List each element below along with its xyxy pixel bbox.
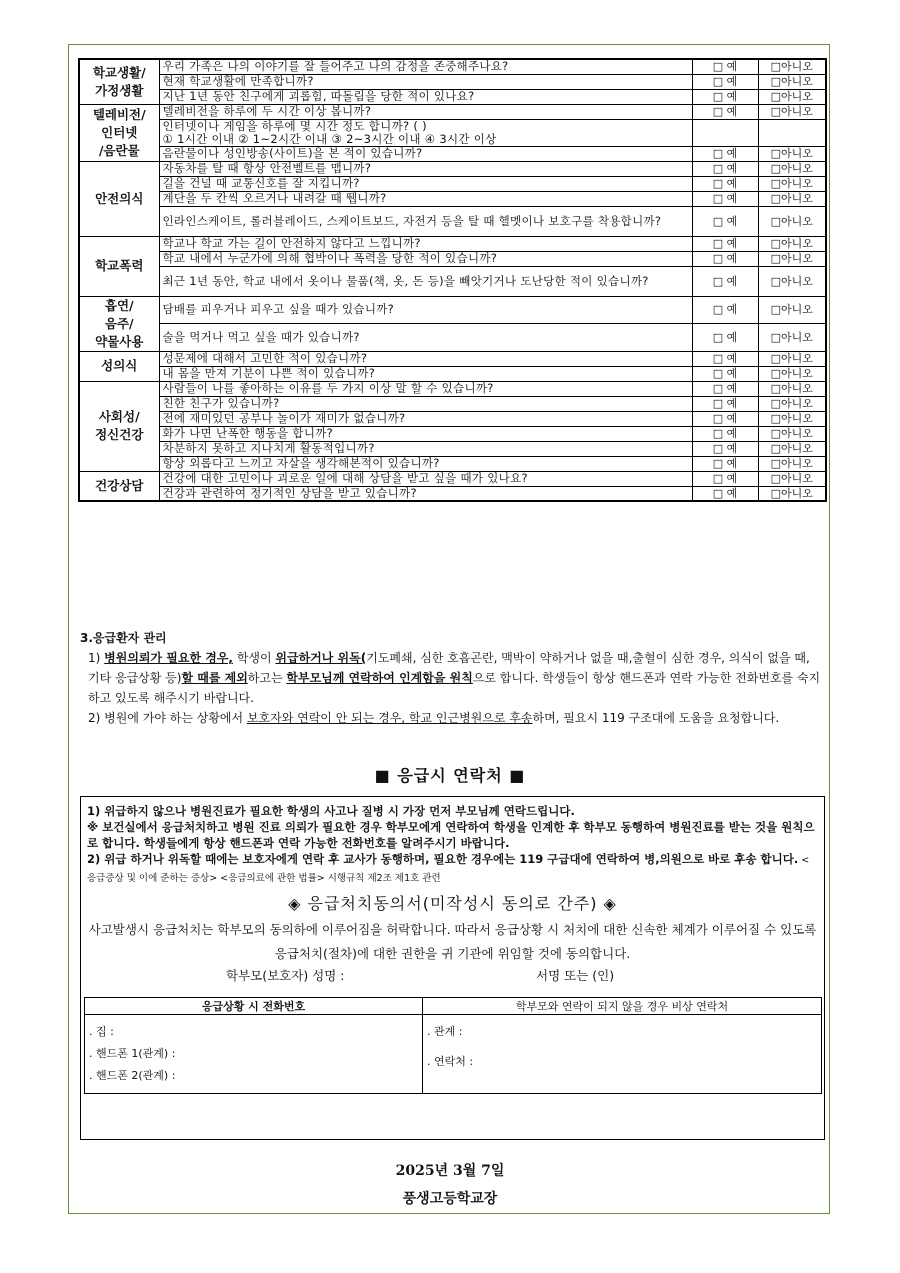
text: 하고는 <box>247 671 287 685</box>
document-date: 2025년 3월 7일 <box>395 1163 505 1179</box>
mobile-phone-1-field[interactable]: . 핸드폰 1(관계) : <box>89 1047 176 1060</box>
contact-line-3 <box>87 851 818 887</box>
mobile-phone-2-field[interactable]: . 핸드폰 2(관계) : <box>89 1069 176 1082</box>
no-checkbox[interactable]: □아니오 <box>758 59 826 74</box>
parent-name-label: 학부모(보호자) 성명 : <box>226 968 345 983</box>
yes-checkbox[interactable]: □ 예 <box>692 251 758 266</box>
survey-question: 지난 1년 동안 친구에게 괴롭힘, 따돌림을 당한 적이 있나요? <box>159 89 692 104</box>
signature-label: 서명 또는 (인) <box>536 968 615 983</box>
survey-question: 텔레비전을 하루에 두 시간 이상 봅니까? <box>159 104 692 119</box>
emergency-item-2 <box>80 708 825 728</box>
phones-header-left: 응급상황 시 전화번호 <box>85 998 423 1015</box>
text-bold: 할 때를 제외 <box>181 671 248 685</box>
section-title: 3.응급환자 관리 <box>80 631 167 645</box>
yes-checkbox[interactable]: □ 예 <box>692 324 758 352</box>
survey-row <box>79 104 826 119</box>
emergency-item-1 <box>80 648 825 708</box>
emergency-contact-title: ■ 응급시 연락처 ■ <box>374 766 526 785</box>
yes-checkbox[interactable]: □ 예 <box>692 426 758 441</box>
text-bold: 위급하거나 위독( <box>275 651 367 665</box>
text: 으로 합니다. 학생들이 항상 핸드폰과 연락 가능한 전화번호를 숙지하고 있도록 해주시기 바랍니다. <box>88 671 821 705</box>
contact-line-2: ※ 보건실에서 응급처치하고 병원 진료 의뢰가 필요한 경우 학부모에게 연락하여 학생을 인계한 후 학부모 동행하여 병원진료를 받는 것을 원칙으로 합니다. 학생들에게 항상 핸드폰과 연락 가능한 전화번호를 알려주시기 바랍니다. <box>87 820 815 850</box>
survey-category: 흡연/ 음주/ 약물사용 <box>79 296 159 351</box>
survey-row <box>79 74 826 89</box>
survey-category: 건강상담 <box>79 471 159 501</box>
survey-question: 현재 학교생활에 만족합니까? <box>159 74 692 89</box>
survey-row <box>79 146 826 161</box>
no-checkbox[interactable]: □아니오 <box>758 351 826 366</box>
consent-body: 사고발생시 응급처치는 학부모의 동의하에 이루어짐을 허락합니다. 따라서 응급상황 시 처치에 대한 신속한 체계가 이루어질 수 있도록 응급처치(절차)에 대한 권한을 귀 기관에 위임할 것에 동의합니다. <box>88 922 817 961</box>
contact-line-3-note: <응급증상 및 이에 준하는 증상> <응급의료에 관한 법률> 시행규칙 제2조 제1호 관련 <box>87 855 810 884</box>
survey-question: 술을 먹거나 먹고 싶을 때가 있습니까? <box>159 324 692 352</box>
survey-question: 항상 외롭다고 느끼고 자살을 생각해본적이 있습니까? <box>159 456 692 471</box>
no-checkbox[interactable]: □아니오 <box>758 251 826 266</box>
home-phone-field[interactable]: . 집 : <box>89 1025 114 1038</box>
survey-row <box>79 396 826 411</box>
no-checkbox[interactable]: □아니오 <box>758 486 826 501</box>
survey-question: 건강과 관련하여 정기적인 상담을 받고 있습니까? <box>159 486 692 501</box>
yes-checkbox[interactable]: □ 예 <box>692 471 758 486</box>
phones-header-right: 학부모와 연락이 되지 않을 경우 비상 연락처 <box>423 998 822 1015</box>
yes-checkbox[interactable]: □ 예 <box>692 296 758 324</box>
survey-row <box>79 441 826 456</box>
survey-row <box>79 381 826 396</box>
no-checkbox[interactable]: □아니오 <box>758 161 826 176</box>
yes-checkbox[interactable]: □ 예 <box>692 486 758 501</box>
no-checkbox[interactable]: □아니오 <box>758 411 826 426</box>
survey-category: 안전의식 <box>79 161 159 236</box>
text: 학생이 <box>233 651 276 665</box>
survey-category: 학교생활/ 가정생활 <box>79 59 159 104</box>
yes-checkbox[interactable]: □ 예 <box>692 89 758 104</box>
emergency-phone-cell[interactable] <box>85 1015 423 1094</box>
survey-category: 사회성/ 정신건강 <box>79 381 159 471</box>
yes-checkbox[interactable]: □ 예 <box>692 381 758 396</box>
emergency-contact-box <box>80 796 825 1140</box>
survey-row <box>79 89 826 104</box>
survey-question: 화가 나면 난폭한 행동을 합니까? <box>159 426 692 441</box>
survey-question: 건강에 대한 고민이나 괴로운 일에 대해 상담을 받고 싶을 때가 있나요? <box>159 471 692 486</box>
relation-field[interactable]: . 관계 : <box>427 1025 463 1038</box>
survey-row <box>79 191 826 206</box>
school-principal: 풍생고등학교장 <box>402 1191 498 1207</box>
yes-checkbox[interactable]: □ 예 <box>692 161 758 176</box>
no-checkbox[interactable]: □아니오 <box>758 191 826 206</box>
no-checkbox[interactable]: □아니오 <box>758 396 826 411</box>
no-checkbox[interactable]: □아니오 <box>758 426 826 441</box>
no-checkbox[interactable]: □아니오 <box>758 296 826 324</box>
survey-row <box>79 486 826 501</box>
yes-checkbox[interactable]: □ 예 <box>692 411 758 426</box>
yes-checkbox[interactable]: □ 예 <box>692 396 758 411</box>
signature-line <box>81 966 824 988</box>
no-checkbox[interactable]: □아니오 <box>758 441 826 456</box>
survey-row <box>79 59 826 74</box>
no-checkbox[interactable]: □아니오 <box>758 236 826 251</box>
survey-row <box>79 176 826 191</box>
yes-checkbox[interactable]: □ 예 <box>692 366 758 381</box>
survey-row <box>79 351 826 366</box>
item-number: 2) <box>88 711 101 725</box>
text-bold: 학부모님께 연락하여 인계함을 원칙 <box>286 671 473 685</box>
no-checkbox[interactable]: □아니오 <box>758 366 826 381</box>
yes-checkbox[interactable] <box>692 119 758 146</box>
survey-question: 음란물이나 성인방송(사이트)을 본 적이 있습니까? <box>159 146 692 161</box>
survey-question: 친한 친구가 있습니까? <box>159 396 692 411</box>
survey-question: 전에 재미있던 공부나 놀이가 재미가 없습니까? <box>159 411 692 426</box>
yes-checkbox[interactable]: □ 예 <box>692 351 758 366</box>
no-checkbox[interactable]: □아니오 <box>758 456 826 471</box>
text: 기도폐쇄, 심한 호흡곤란, 맥박이 약하거나 없을 때,출혈이 심한 경우, 의식이 없을 때, 기타 응급상황 등) <box>88 651 810 685</box>
survey-row <box>79 411 826 426</box>
survey-question: 최근 1년 동안, 학교 내에서 옷이나 물품(책, 옷, 돈 등)을 빼앗기거나 도난당한 적이 있습니까? <box>159 266 692 296</box>
no-checkbox[interactable]: □아니오 <box>758 89 826 104</box>
survey-question: 계단을 두 칸씩 오르거나 내려갈 때 뛥니까? <box>159 191 692 206</box>
survey-category: 텔레비전/ 인터넷 /음란물 <box>79 104 159 161</box>
no-checkbox[interactable]: □아니오 <box>758 74 826 89</box>
no-checkbox[interactable]: □아니오 <box>758 381 826 396</box>
survey-question: 인터넷이나 게임을 하루에 몇 시간 정도 합니까? ( ) ① 1시간 이내 ② 1~2시간 이내 ③ 2~3시간 이내 ④ 3시간 이상 <box>159 119 692 146</box>
survey-row <box>79 119 826 146</box>
survey-row <box>79 324 826 352</box>
no-checkbox[interactable]: □아니오 <box>758 206 826 236</box>
survey-question: 차분하지 못하고 지나치게 활동적입니까? <box>159 441 692 456</box>
consent-title: ◈ 응급처치동의서(미작성시 동의로 간주) ◈ <box>288 894 617 913</box>
no-checkbox[interactable]: □아니오 <box>758 104 826 119</box>
yes-checkbox[interactable]: □ 예 <box>692 441 758 456</box>
health-survey-table <box>78 58 827 502</box>
yes-checkbox[interactable]: □ 예 <box>692 456 758 471</box>
survey-question: 학교 내에서 누군가에 의해 협박이나 폭력을 당한 적이 있습니까? <box>159 251 692 266</box>
yes-checkbox[interactable]: □ 예 <box>692 236 758 251</box>
survey-question: 학교나 학교 가는 길이 안전하지 않다고 느낍니까? <box>159 236 692 251</box>
no-checkbox[interactable]: □아니오 <box>758 146 826 161</box>
no-checkbox[interactable]: □아니오 <box>758 266 826 296</box>
survey-row <box>79 471 826 486</box>
survey-row <box>79 206 826 236</box>
survey-row <box>79 296 826 324</box>
contact-number-field[interactable]: . 연락처 : <box>427 1055 474 1068</box>
contact-line-1: 1) 위급하지 않으나 병원진료가 필요한 학생의 사고나 질병 시 가장 먼저 부모님께 연락드립니다. <box>87 804 575 818</box>
survey-question: 우리 가족은 나의 이야기를 잘 들어주고 나의 감정을 존중해주나요? <box>159 59 692 74</box>
no-checkbox[interactable] <box>758 119 826 146</box>
yes-checkbox[interactable]: □ 예 <box>692 146 758 161</box>
survey-category: 성의식 <box>79 351 159 381</box>
survey-row <box>79 236 826 251</box>
survey-question: 인라인스케이트, 롤러블레이드, 스케이트보드, 자전거 등을 탈 때 헬멧이나 보호구를 착용합니까? <box>159 206 692 236</box>
backup-contact-cell[interactable] <box>423 1015 822 1094</box>
contact-line-3-text: 2) 위급 하거나 위독할 때에는 보호자에게 연락 후 교사가 동행하며, 필요한 경우에는 119 구급대에 연락하여 병,의원으로 바로 후송 합니다. <box>87 852 799 866</box>
survey-category: 학교폭력 <box>79 236 159 296</box>
item-number: 1) <box>88 651 101 665</box>
yes-checkbox[interactable]: □ 예 <box>692 59 758 74</box>
yes-checkbox[interactable]: □ 예 <box>692 74 758 89</box>
no-checkbox[interactable]: □아니오 <box>758 176 826 191</box>
yes-checkbox[interactable]: □ 예 <box>692 104 758 119</box>
survey-row <box>79 366 826 381</box>
survey-question: 자동차를 탈 때 항상 안전벨트를 맵니까? <box>159 161 692 176</box>
survey-question: 길을 건널 때 교통신호를 잘 지킵니까? <box>159 176 692 191</box>
yes-checkbox[interactable]: □ 예 <box>692 266 758 296</box>
no-checkbox[interactable]: □아니오 <box>758 471 826 486</box>
survey-row <box>79 266 826 296</box>
text-underlined: 보호자와 연락이 안 되는 경우, 학교 인근병원으로 후송 <box>246 711 533 725</box>
yes-checkbox[interactable]: □ 예 <box>692 206 758 236</box>
text: 병원에 가야 하는 상황에서 <box>104 711 247 725</box>
yes-checkbox[interactable]: □ 예 <box>692 191 758 206</box>
text-bold: 병원의뢰가 필요한 경우, <box>104 651 233 665</box>
survey-question: 내 몸을 만져 기분이 나쁜 적이 있습니까? <box>159 366 692 381</box>
survey-question: 담배를 피우거나 피우고 싶을 때가 있습니까? <box>159 296 692 324</box>
survey-question: 성문제에 대해서 고민한 적이 있습니까? <box>159 351 692 366</box>
yes-checkbox[interactable]: □ 예 <box>692 176 758 191</box>
survey-row <box>79 161 826 176</box>
no-checkbox[interactable]: □아니오 <box>758 324 826 352</box>
emergency-management-section <box>80 628 825 728</box>
survey-row <box>79 251 826 266</box>
survey-row <box>79 456 826 471</box>
phone-table <box>84 997 822 1094</box>
survey-question: 사람들이 나를 좋아하는 이유를 두 가지 이상 말 할 수 있습니까? <box>159 381 692 396</box>
text: 하며, 필요시 119 구조대에 도움을 요청합니다. <box>532 711 780 725</box>
survey-row <box>79 426 826 441</box>
